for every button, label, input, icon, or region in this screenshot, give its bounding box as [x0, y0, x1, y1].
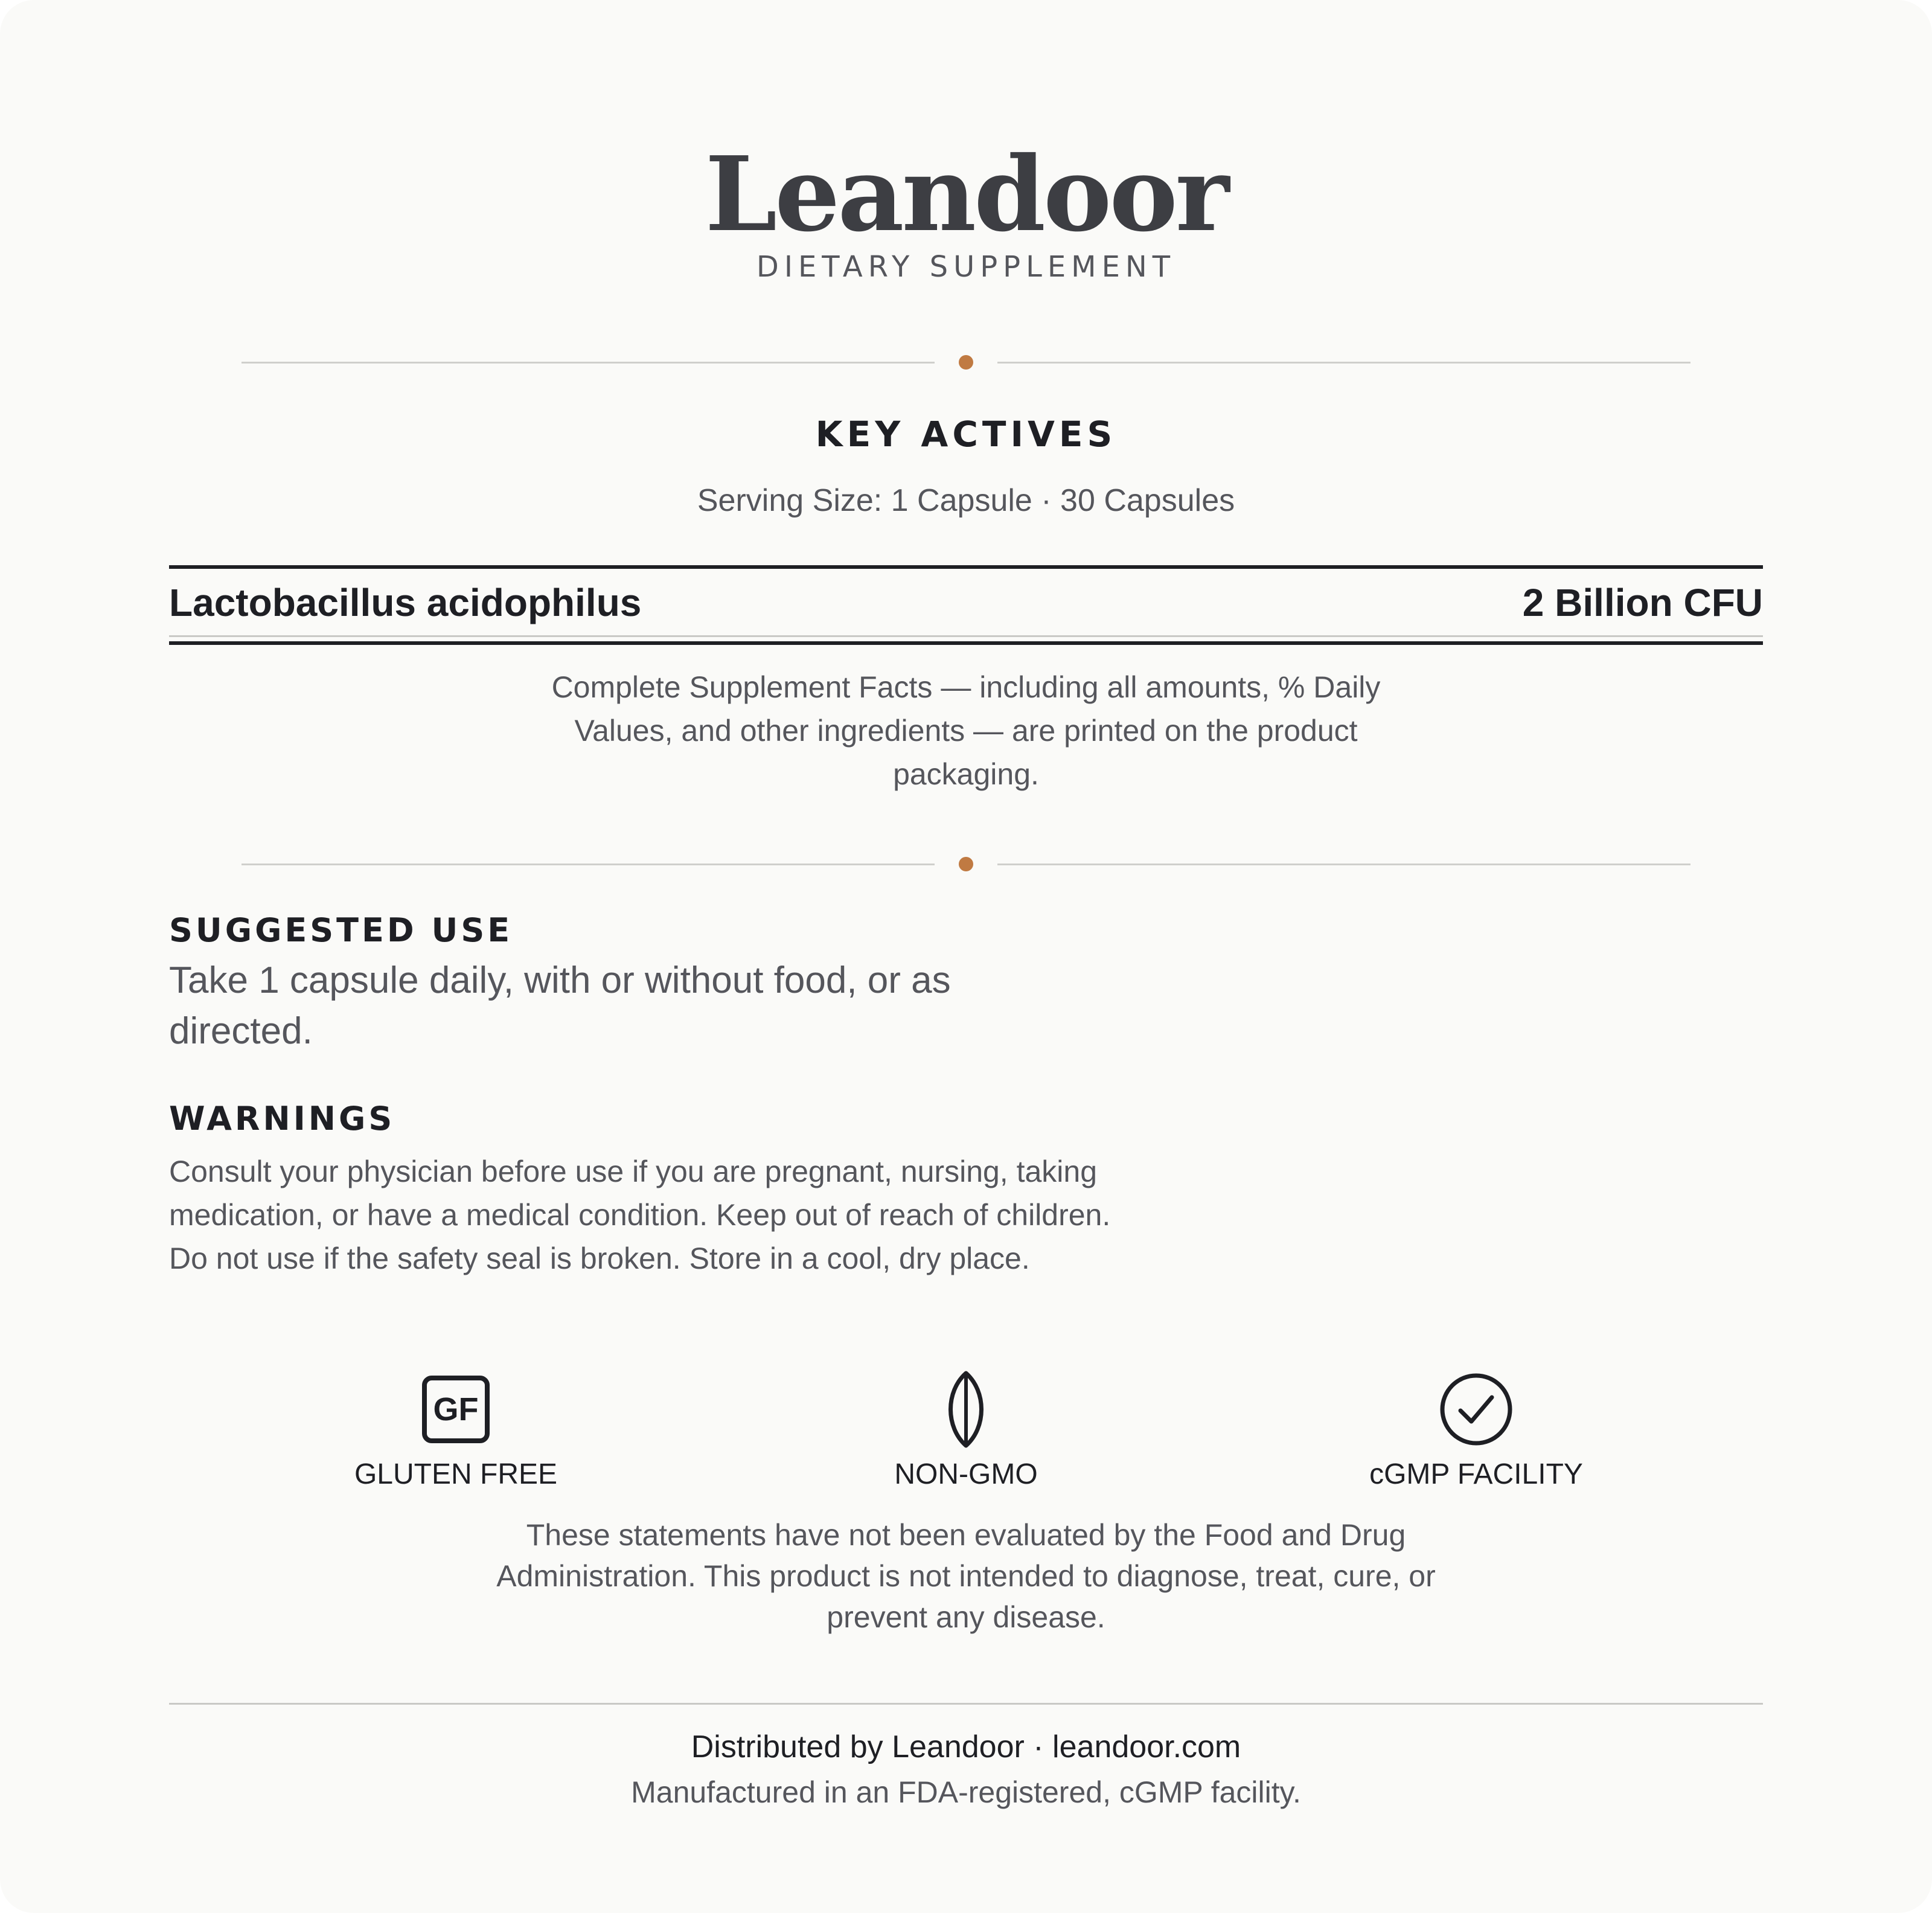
suggested-use-heading: SUGGESTED USE [169, 911, 513, 949]
check-circle-icon [1439, 1372, 1514, 1447]
supplement-facts-note: Complete Supplement Facts — including all amounts, % Daily Values, and other ingredients — are printed on the product packaging. [551, 670, 1381, 791]
brand-logo: Leandoor [705, 134, 1227, 255]
divider-dot [959, 857, 973, 871]
product-category: DIETARY SUPPLEMENT [756, 250, 1176, 284]
divider-line [997, 362, 1690, 364]
divider-line [242, 362, 935, 364]
facts-top-rule [169, 565, 1763, 569]
suggested-use-text: Take 1 capsule daily, with or without food, or as directed. [169, 960, 951, 1052]
leaf-icon [941, 1370, 991, 1449]
divider-line [242, 864, 935, 865]
badge-label: NON-GMO [894, 1458, 1038, 1490]
distributor-line: Distributed by Leandoor · leandoor.com [691, 1729, 1241, 1764]
key-actives-heading: KEY ACTIVES [815, 414, 1117, 455]
warnings-text: Consult your physician before use if you are pregnant, nursing, taking medication, or have a medical condition. Keep out of reach of children. Do not use if the safety seal is broken. Store in a cool, dry place. [169, 1155, 1111, 1275]
badge-label: cGMP FACILITY [1369, 1458, 1583, 1490]
badge-non-gmo [755, 1367, 1177, 1493]
badge-gluten-free [245, 1367, 667, 1493]
ingredient-name: Lactobacillus acidophilus [169, 581, 642, 624]
ingredient-amount: 2 Billion CFU [1522, 581, 1763, 624]
footer-divider [169, 1703, 1763, 1705]
badge-cgmp-facility [1265, 1367, 1687, 1493]
divider-dot [959, 355, 973, 370]
facts-row-rule [169, 635, 1763, 637]
serving-size: Serving Size: 1 Capsule · 30 Capsules [697, 483, 1235, 518]
ornamental-divider [242, 350, 1690, 374]
manufacturing-line: Manufactured in an FDA-registered, cGMP facility. [631, 1775, 1301, 1809]
warnings-heading: WARNINGS [169, 1100, 395, 1138]
fda-disclaimer: These statements have not been evaluated by the Food and Drug Administration. This product is not intended to diagnose, treat, cure, or prevent any disease. [496, 1518, 1436, 1634]
facts-bottom-rule [169, 641, 1763, 645]
badge-label: GLUTEN FREE [354, 1458, 558, 1490]
divider-line [997, 864, 1690, 865]
ornamental-divider [242, 852, 1690, 876]
gf-icon: GF [422, 1376, 490, 1443]
